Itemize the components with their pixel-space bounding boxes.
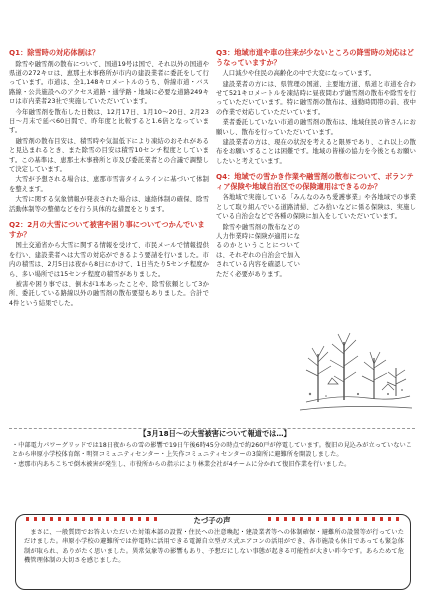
q3-paragraph: 人口減少や住民の高齢化の中で大変になっています。 <box>216 70 376 78</box>
q4-paragraph: 各地域で実施している「みんなのみち愛護事業」や各地域での事業として取り組んでいる道路清掃、ごみ拾いなどに係る保険は、実施している自治会などで各種の保険に加入をしていただいています。 <box>216 194 416 221</box>
right-column <box>216 48 416 280</box>
q4-paragraph: 除雪や融雪剤の散布などの人力作業時に保険が適用になるのかということについては、それぞれの自治会で加入されている内容を確認していただく必要があります。 <box>216 223 300 278</box>
q1-heading: Q1：除雪時の対応体制は？ <box>9 48 100 57</box>
q2-paragraph: 国土交通省から大雪に関する情報を受けて、市民メールで情報提供を行い、建設業者へは大雪の対応ができるよう要請を行いました。市内の積雪は、2月5日は夜から8日にかけて、1日当たり5センチ程度から、多い場所では15センチ程度の積雪がありました。 <box>9 242 209 278</box>
q1-paragraph: 大雪が予想される場合は、恵那市雪害タイムラインに基づいて体制を整えます。 <box>9 176 209 193</box>
voice-paragraph: まさに、一般質問でお答えいただいた対策本部の設置・住民への注意喚起・建設業者等への体制確保・避難所の設置等が行っていただけました。串原小学校の避難所では停電時に活用できる電源自立型ガス式エアコンの活用ができ、各市施設も休日であっても緊急体制が取られ、ありがたく思いました。異常気象等の影響もあり、予想だにしない事態が起きる可能性が大きい昨今です。あらためて危機管理体制の大切さを感じました。 <box>24 529 404 565</box>
q3-paragraph: 業者委託していない市道の融雪剤の散布は、地域住民の皆さんにお願いし、散布を行っていただいています。 <box>216 119 416 136</box>
q4-heading: Q4：地域での雪かき作業や融雪剤の散布について、ボランティア保険や地域自治区での保険適用はできるのか？ <box>216 172 414 191</box>
voice-box-title: たづ子の声 <box>170 516 254 526</box>
q2-paragraph: 被害や困り事では、倒木が1本あったことや、除雪依頼として3か所、委託している路線以外の融雪剤の散布要望もありました。合計で4件という結果でした。 <box>9 280 209 307</box>
q3-heading: Q3：地域市道や車の往来が少ないところの降雪時の対応はどうなっていますか？ <box>216 48 414 67</box>
q1-paragraph: 融雪剤の散布目安は、積雪時や気温低下により凍結のおそれがあると見込まれるとき、また除雪の目安は積雪10センチ程度としています。この基準は、恵那土木事務所と市及び委託業者との合議で調整して決定しています。 <box>9 137 209 174</box>
report-item: ・中部電力パワーグリッドでは18日夜からの雪の影響で19日午後6時45分の時点で約260戸が停電しています。復旧の見込みが立っていないことから串原小学校体育館・明智コミュニティセンター・上矢作コミュニティセンターの3箇所に避難所を開設しました。 <box>12 442 412 459</box>
q1-paragraph: 除雪や融雪剤の散布について、国道19号は国で、それ以外の国道や県道の272キロは、恵那土木事務所が市内の建設業者に委託をして行っています。市道は、全1,148キロメートルのうち、幹線市道・バス路線・公共施設へのアクセス道路・通学路・地域に必要な道路249キロは市内業者23社で実施していただいています。 <box>9 60 209 106</box>
q1-paragraph: 今年融雪剤を散布した日数は、12月17日、1月10〜20日、2月23日〜月末で延べ60日間で、昨年度と比較すると1.6倍となっています。 <box>9 108 209 135</box>
q1-paragraph: 大雪に関する気象情報が発表された場合は、連絡体制の確保、除雪活動体制等の整備などを行う具体的な措置をとります。 <box>9 196 209 213</box>
q3-paragraph: 建設業者の方は、現在の状況を考えると限界であり、これ以上の散布をお願いすることは困難です。地域の皆様の協力を今後ともお願いしたいと考えています。 <box>216 139 416 165</box>
snowy-forest-illustration <box>298 324 414 416</box>
report-title: 【3月18日〜の大雪被害について報道では…】 <box>139 429 291 438</box>
left-column <box>9 48 209 309</box>
voice-box-body <box>24 528 404 567</box>
q2-heading: Q2：2月の大雪について被害や困り事についてつかんでいますか？ <box>9 220 205 239</box>
q3-paragraph: 建設業者の方には、県管理の国道、主要地方道、県道と市道を合わせて521キロメートルを凍結時に昼夜問わず融雪剤の散布や除雪を行っていただいています。特に融雪剤の散布は、通勤時間帯の前、夜中の作業で対応していただいています。 <box>216 80 416 116</box>
report-section <box>12 441 412 471</box>
report-item: ・恵那市内あちこちで倒木被害が発生し、市役所からの指示により林業会社が4チームに分かれて復旧作業を行いました。 <box>12 461 351 469</box>
